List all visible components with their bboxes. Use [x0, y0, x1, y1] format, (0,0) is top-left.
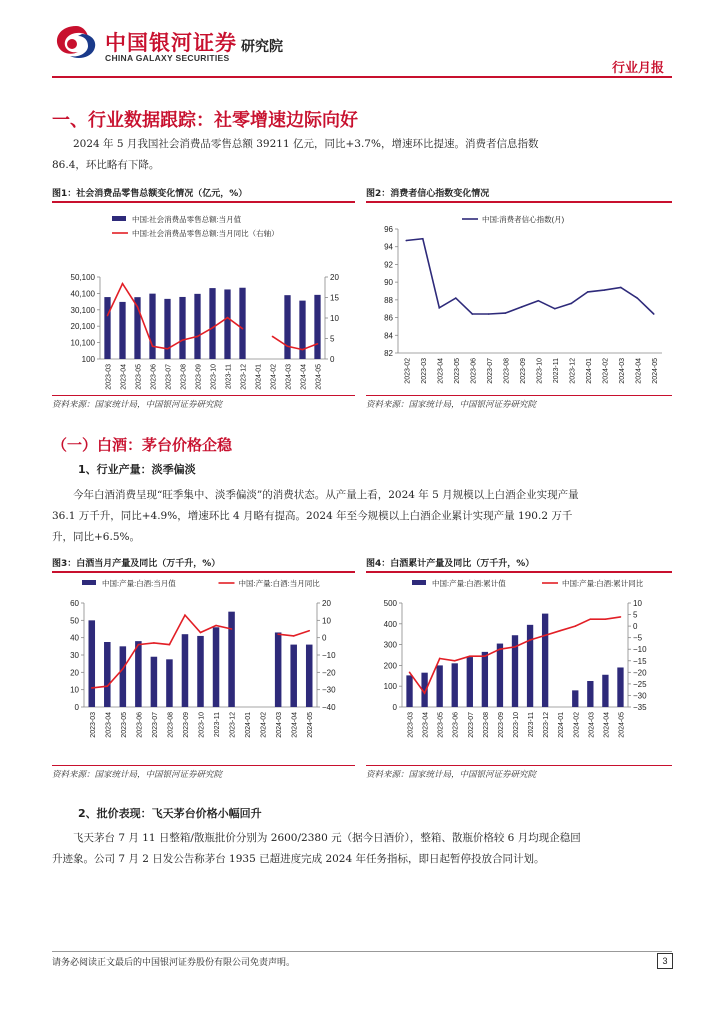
x-tick-label: 2023-11	[225, 364, 233, 390]
y-right-tick-label: −30	[633, 691, 647, 701]
chart-baijiu-cumulative	[366, 573, 672, 765]
bar	[119, 302, 125, 359]
line-point	[122, 668, 124, 670]
x-tick-label: 2023-02	[404, 358, 412, 384]
bar	[239, 288, 245, 359]
bar	[437, 665, 443, 707]
x-tick-label: 2023-11	[214, 712, 222, 738]
y-tick-label: 10	[70, 685, 79, 695]
y-right-tick-label: 10	[330, 314, 339, 323]
y-tick-label: 20,100	[70, 322, 95, 332]
series-line	[278, 631, 309, 636]
line-point	[308, 630, 310, 632]
header	[0, 0, 724, 80]
x-tick-label: 2023-10	[536, 358, 544, 384]
y-right-tick-label: 15	[330, 293, 339, 303]
paragraph: 飞天茅台 7 月 11 日整箱/散瓶批价分别为 2600/2380 元（据今日酒价），整箱、散瓶价格较 6 月均现企稳回升迹象。公司 7 月 2 日发公告称茅台 1935 已超进度完成 2024 年任务指标，即日起暂停投放合同计划。	[52, 832, 581, 865]
x-tick-label: 2023-07	[486, 358, 494, 384]
line-point	[603, 289, 605, 291]
y-right-tick-label: 5	[633, 610, 638, 620]
y-tick-label: 86	[384, 313, 393, 323]
line-point	[554, 308, 556, 310]
line-point	[107, 315, 109, 317]
line-point	[302, 349, 304, 351]
y-tick-label: 30	[70, 651, 79, 660]
line-point	[153, 642, 155, 644]
x-tick-label: 2023-11	[552, 358, 560, 384]
x-tick-label: 2023-04	[422, 712, 430, 738]
line-point	[215, 625, 217, 627]
bar	[228, 612, 235, 707]
line-point	[137, 306, 139, 308]
line-point	[409, 672, 411, 674]
bar	[209, 288, 215, 359]
figure-source: 资料来源：国家统计局，中国银河证券研究院	[366, 770, 537, 780]
y-tick-label: 88	[384, 295, 393, 305]
bar	[617, 667, 623, 707]
y-tick-label: 60	[70, 599, 79, 608]
legend-swatch	[412, 580, 426, 585]
y-right-tick-label: −20	[322, 668, 336, 678]
x-tick-label: 2024-02	[573, 712, 581, 738]
x-tick-label: 2023-12	[240, 364, 248, 390]
subsection-heading: 2、批价表现：飞天茅台价格小幅回升	[78, 807, 262, 820]
header-rule	[52, 76, 672, 78]
x-tick-label: 2023-09	[519, 358, 527, 384]
y-right-tick-label: −10	[633, 645, 647, 655]
x-tick-label: 2024-03	[588, 712, 596, 738]
y-tick-label: 10,100	[70, 338, 95, 348]
bar	[179, 297, 185, 359]
bar	[166, 659, 173, 707]
line-point	[272, 336, 274, 338]
x-tick-label: 2023-09	[497, 712, 505, 738]
line-point	[439, 658, 441, 660]
line-point	[182, 339, 184, 341]
line-point	[504, 312, 506, 314]
line-point	[605, 618, 607, 620]
figure-source: 资料来源：国家统计局，中国银河证券研究院	[52, 400, 223, 410]
line-point	[422, 238, 424, 240]
line-point	[499, 648, 501, 650]
y-tick-label: 0	[392, 703, 397, 712]
line-point	[277, 633, 279, 635]
line-point	[424, 692, 426, 694]
line-point	[152, 345, 154, 347]
y-tick-label: 94	[384, 242, 393, 252]
y-right-tick-label: −5	[633, 633, 643, 643]
figure-title: 图2：消费者信心指数变化情况	[366, 189, 490, 199]
bar	[151, 657, 158, 707]
report-type: 行业月报	[612, 61, 665, 76]
x-tick-label: 2023-08	[482, 712, 490, 738]
line-point	[138, 644, 140, 646]
x-tick-label: 2024-02	[270, 364, 278, 390]
x-tick-label: 2023-06	[150, 364, 158, 390]
x-tick-label: 2023-03	[105, 364, 113, 390]
series-line	[273, 336, 318, 349]
figure-bottom-rule	[52, 395, 355, 396]
y-right-tick-label: −25	[633, 679, 647, 689]
legend-label: 中国:产量:白酒:当月值	[102, 579, 176, 588]
bar	[120, 646, 127, 707]
line-point	[231, 628, 233, 630]
line-point	[653, 313, 655, 315]
footer-disclaimer: 请务必阅读正文最后的中国银河证券股份有限公司免责声明。	[52, 958, 296, 968]
legend-label: 中国:消费者信心指数(月)	[482, 215, 565, 224]
bar	[602, 675, 608, 707]
y-tick-label: 200	[383, 661, 397, 671]
legend-swatch	[82, 580, 96, 585]
y-right-tick-label: −30	[322, 685, 336, 695]
chart-baijiu-monthly	[52, 573, 355, 765]
y-right-tick-label: −20	[633, 668, 647, 678]
line-point	[636, 297, 638, 299]
bar	[135, 641, 142, 707]
x-tick-label: 2023-05	[453, 358, 461, 384]
figure-bottom-rule	[366, 395, 672, 396]
legend-label: 中国:社会消费品零售总额:当月值	[132, 215, 242, 224]
figure-bottom-rule	[52, 765, 355, 766]
line-point	[620, 616, 622, 618]
line-point	[587, 291, 589, 293]
bar	[284, 295, 290, 359]
figure-4	[366, 556, 672, 780]
series-line	[108, 284, 243, 349]
x-tick-label: 2023-03	[407, 712, 415, 738]
x-tick-label: 2024-01	[585, 358, 593, 384]
logo-chinese: 中国银河证券	[105, 31, 237, 55]
x-tick-label: 2024-05	[618, 712, 626, 738]
y-tick-label: 20	[70, 668, 79, 678]
y-tick-label: 96	[384, 225, 393, 234]
line-point	[574, 625, 576, 627]
x-tick-label: 2024-04	[603, 712, 611, 738]
paragraph: 2024 年 5 月我国社会消费品零售总额 39211 亿元，同比+3.7%，增速环比提速。消费者信息指数 86.4，环比略有下降。	[52, 138, 539, 171]
x-tick-label: 2024-03	[276, 712, 284, 738]
x-tick-label: 2023-08	[503, 358, 511, 384]
bar	[194, 294, 200, 359]
y-right-tick-label: −15	[633, 656, 647, 666]
x-tick-label: 2024-05	[315, 364, 323, 390]
y-right-tick-label: −10	[322, 651, 336, 660]
y-right-tick-label: 0	[322, 633, 327, 643]
series-line	[406, 239, 654, 314]
line-point	[521, 306, 523, 308]
line-point	[197, 336, 199, 338]
line-point	[200, 632, 202, 634]
y-right-tick-label: 5	[330, 334, 335, 344]
x-tick-label: 2023-05	[437, 712, 445, 738]
y-tick-label: 84	[384, 331, 393, 341]
figure-title: 图1：社会消费品零售总额变化情况（亿元，%）	[52, 189, 248, 199]
y-tick-label: 0	[74, 703, 79, 712]
x-tick-label: 2024-02	[602, 358, 610, 384]
institute-label: 研究院	[241, 39, 283, 55]
figure-1	[52, 186, 355, 410]
bar	[104, 642, 111, 707]
bar	[406, 675, 412, 707]
bar	[542, 614, 548, 707]
line-point	[212, 327, 214, 329]
bar	[89, 620, 96, 707]
x-tick-label: 2023-07	[165, 364, 173, 390]
bar	[314, 295, 320, 359]
bar	[149, 294, 155, 359]
y-right-tick-label: −35	[633, 703, 647, 712]
x-tick-label: 2023-10	[210, 364, 218, 390]
x-tick-label: 2023-06	[452, 712, 460, 738]
line-point	[167, 348, 169, 350]
line-point	[454, 660, 456, 662]
bar	[164, 299, 170, 359]
x-tick-label: 2024-04	[635, 358, 643, 384]
galaxy-logo-icon	[52, 22, 100, 62]
logo-english: CHINA GALAXY SECURITIES	[105, 53, 230, 63]
line-point	[293, 635, 295, 637]
line-point	[488, 313, 490, 315]
line-point	[91, 687, 93, 689]
x-tick-label: 2024-03	[618, 358, 626, 384]
x-tick-label: 2023-08	[180, 364, 188, 390]
line-point	[537, 300, 539, 302]
x-tick-label: 2023-04	[120, 364, 128, 390]
x-tick-label: 2024-02	[260, 712, 268, 738]
y-tick-label: 300	[383, 640, 397, 650]
legend-label: 中国:产量:白酒:累计值	[432, 579, 506, 588]
y-tick-label: 500	[383, 599, 397, 608]
bar	[452, 663, 458, 707]
y-right-tick-label: 10	[633, 599, 642, 608]
x-tick-label: 2023-12	[569, 358, 577, 384]
page-number: 3	[657, 953, 673, 969]
line-point	[122, 283, 124, 285]
y-tick-label: 82	[384, 349, 393, 358]
line-point	[620, 287, 622, 289]
x-tick-label: 2024-01	[245, 712, 253, 738]
figure-2	[366, 186, 672, 410]
section-title: 一、行业数据跟踪：社零增速边际向好	[52, 110, 358, 131]
y-right-tick-label: −40	[322, 703, 336, 712]
x-tick-label: 2023-06	[136, 712, 144, 738]
x-tick-label: 2023-10	[198, 712, 206, 738]
bar	[182, 634, 189, 707]
y-tick-label: 92	[384, 260, 393, 270]
x-tick-label: 2023-09	[195, 364, 203, 390]
y-tick-label: 400	[383, 619, 397, 629]
figure-title: 图3：白酒当月产量及同比（万千升，%）	[52, 559, 221, 569]
figure-source: 资料来源：国家统计局，中国银河证券研究院	[366, 400, 537, 410]
line-point	[514, 646, 516, 648]
figure-bottom-rule	[366, 765, 672, 766]
y-right-tick-label: 0	[330, 355, 335, 364]
chart-consumer-confidence	[366, 203, 672, 395]
y-tick-label: 30,100	[70, 305, 95, 315]
line-point	[471, 313, 473, 315]
legend-swatch	[112, 216, 126, 221]
y-tick-label: 40	[70, 633, 79, 643]
line-point	[570, 303, 572, 305]
bar	[497, 644, 503, 707]
line-point	[484, 655, 486, 657]
x-tick-label: 2023-04	[437, 358, 445, 384]
x-tick-label: 2023-03	[89, 712, 97, 738]
x-tick-label: 2023-07	[467, 712, 475, 738]
bar	[572, 690, 578, 707]
x-tick-label: 2024-01	[558, 712, 566, 738]
y-tick-label: 50,100	[70, 273, 95, 282]
x-tick-label: 2023-08	[167, 712, 175, 738]
x-tick-label: 2023-09	[182, 712, 190, 738]
legend-label: 中国:社会消费品零售总额:当月同比（右轴）	[132, 229, 279, 238]
line-point	[559, 630, 561, 632]
x-tick-label: 2023-05	[120, 712, 128, 738]
x-tick-label: 2024-05	[307, 712, 315, 738]
x-tick-label: 2024-01	[255, 364, 263, 390]
chart-retail-sales	[52, 203, 355, 395]
line-point	[242, 328, 244, 330]
figure-title: 图4：白酒累计产量及同比（万千升，%）	[366, 559, 535, 569]
line-point	[590, 618, 592, 620]
bar	[306, 645, 313, 707]
x-tick-label: 2023-07	[151, 712, 159, 738]
paragraph: 今年白酒消费呈现“旺季集中、淡季偏淡”的消费状态。从产量上看，2024 年 5 月规模以上白酒企业实现产量 36.1 万千升，同比+4.9%，增速环比 4 月略有提高。2024 年至今规模以上白酒企业累计实现产量 190.2 万千升，同比+6.5%。	[52, 489, 579, 543]
subsection-title: （一）白酒：茅台价格企稳	[52, 436, 233, 454]
x-tick-label: 2023-12	[229, 712, 237, 738]
x-tick-label: 2023-06	[470, 358, 478, 384]
line-point	[227, 317, 229, 319]
y-right-tick-label: 20	[322, 599, 331, 608]
x-tick-label: 2024-05	[651, 358, 659, 384]
line-point	[107, 685, 109, 687]
y-tick-label: 90	[384, 278, 393, 288]
bar	[224, 289, 230, 359]
line-point	[287, 345, 289, 347]
bar	[587, 681, 593, 707]
x-tick-label: 2023-10	[513, 712, 520, 738]
y-tick-label: 40,100	[70, 289, 95, 299]
bar	[213, 627, 220, 707]
x-tick-label: 2024-03	[285, 364, 293, 390]
x-tick-label: 2023-04	[105, 712, 113, 738]
bar	[290, 645, 297, 707]
bar	[467, 657, 473, 707]
figure-source: 资料来源：国家统计局，中国银河证券研究院	[52, 770, 223, 780]
bar	[197, 636, 204, 707]
footer-rule	[52, 951, 672, 952]
series-line	[92, 615, 232, 688]
y-tick-label: 50	[70, 616, 79, 626]
legend-label: 中国:产量:白酒:当月同比	[238, 579, 320, 588]
line-point	[169, 644, 171, 646]
y-right-tick-label: 10	[322, 616, 331, 626]
line-point	[184, 614, 186, 616]
x-tick-label: 2023-11	[528, 712, 536, 738]
line-point	[405, 240, 407, 242]
bar	[482, 652, 488, 707]
bar	[527, 625, 533, 707]
legend-label: 中国:产量:白酒:累计同比	[562, 579, 644, 588]
x-tick-label: 2023-03	[420, 358, 428, 384]
y-right-tick-label: 0	[633, 622, 638, 632]
y-right-tick-label: 20	[330, 273, 339, 282]
line-point	[317, 343, 319, 345]
x-tick-label: 2023-12	[543, 712, 551, 738]
bar	[275, 632, 282, 707]
x-tick-label: 2023-05	[135, 364, 143, 390]
x-tick-label: 2024-04	[291, 712, 299, 738]
line-point	[469, 655, 471, 657]
line-point	[529, 639, 531, 641]
y-tick-label: 100	[81, 355, 95, 364]
y-tick-label: 100	[383, 682, 397, 692]
line-point	[438, 307, 440, 309]
figure-3	[52, 556, 355, 780]
subsection-heading: 1、行业产量：淡季偏淡	[78, 463, 196, 476]
line-point	[455, 297, 457, 299]
line-point	[544, 635, 546, 637]
x-tick-label: 2024-04	[300, 364, 308, 390]
bar	[104, 297, 110, 359]
